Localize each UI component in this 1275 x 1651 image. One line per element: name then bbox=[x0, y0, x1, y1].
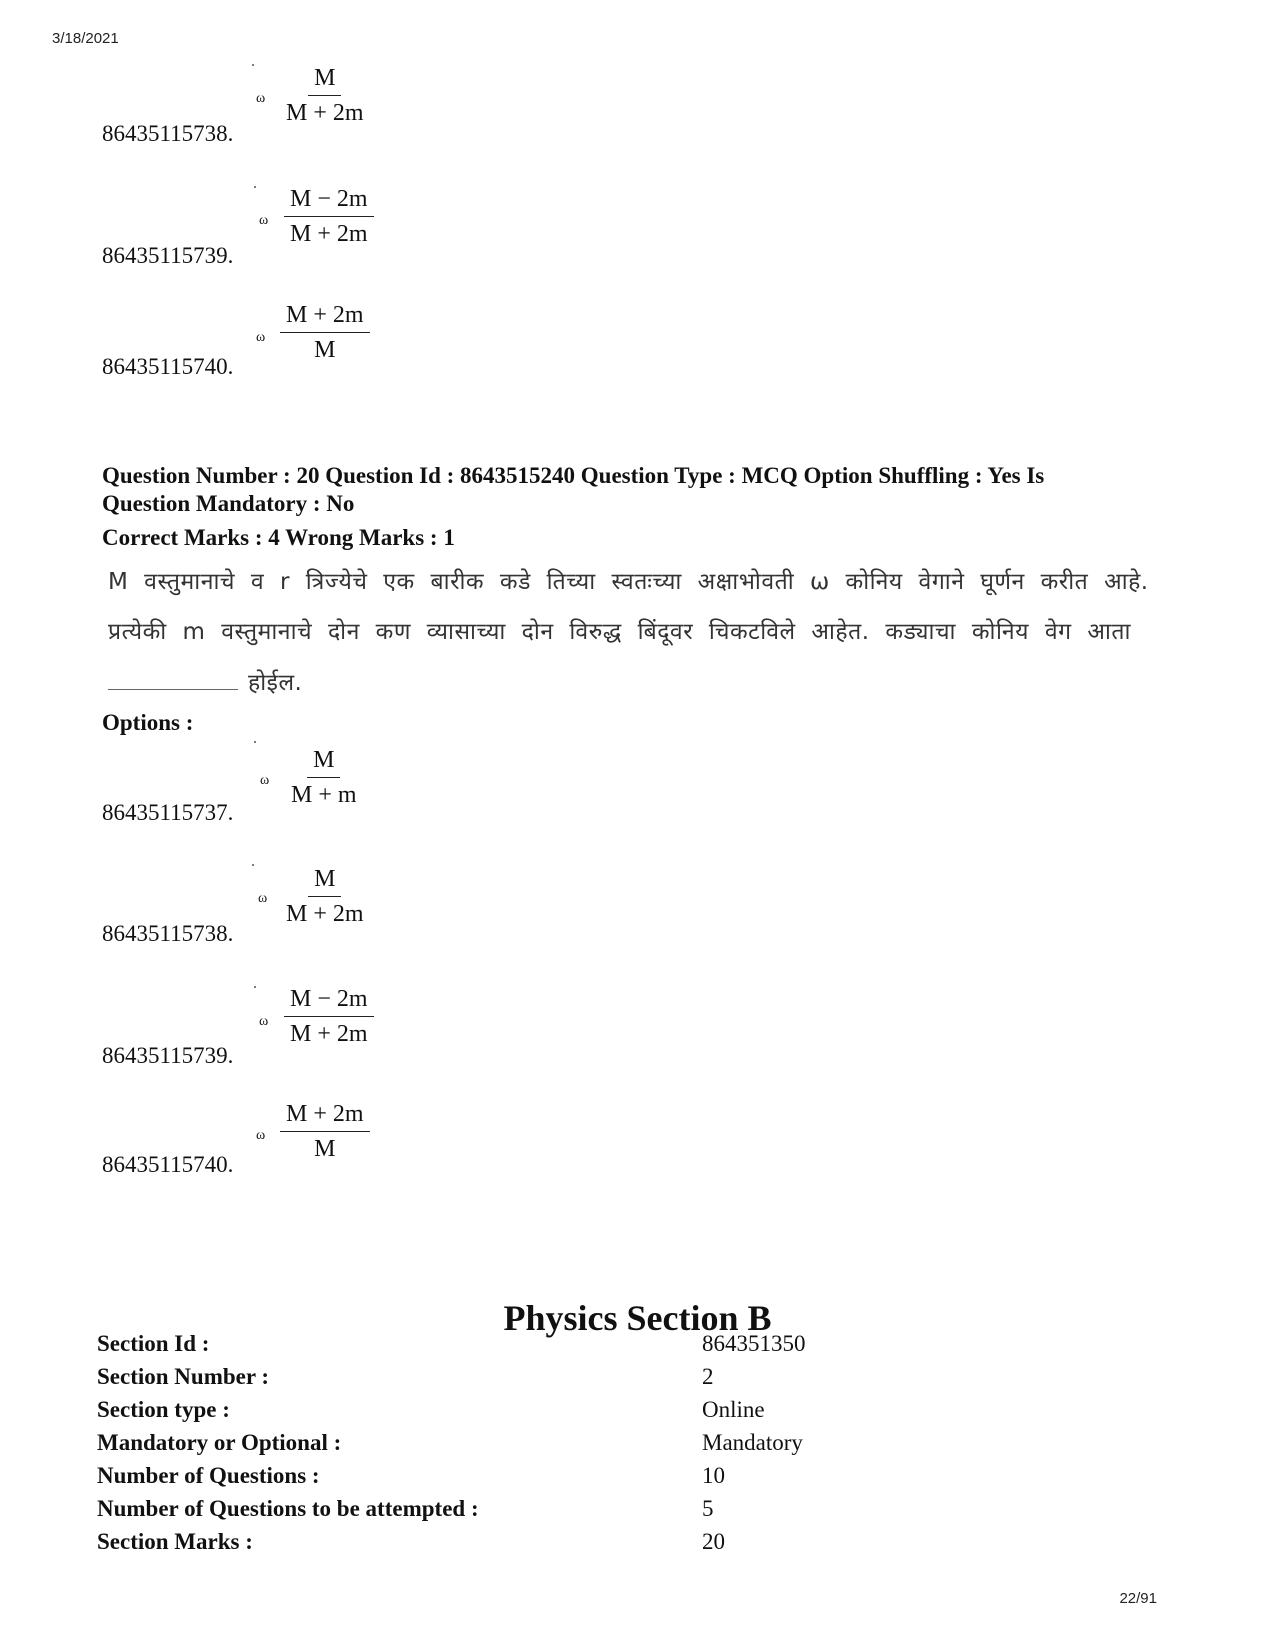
option-id: 86435115740. bbox=[102, 354, 234, 379]
section-label: Mandatory or Optional : bbox=[97, 1430, 342, 1455]
section-label: Number of Questions : bbox=[97, 1463, 320, 1488]
question-text-line-3 bbox=[108, 668, 1198, 698]
answer-blank bbox=[108, 689, 238, 690]
option-id: 86435115737. bbox=[102, 800, 234, 825]
section-value: 5 bbox=[702, 1496, 714, 1521]
omega-symbol: ω bbox=[259, 1014, 269, 1029]
section-label: Section Number : bbox=[97, 1364, 270, 1389]
omega-symbol: ω bbox=[256, 91, 266, 106]
fraction-numerator: M bbox=[308, 64, 341, 96]
fraction-numerator: M − 2m bbox=[284, 185, 374, 217]
question-meta-line-1: Question Number : 20 Question Id : 8643515240 Question Type : MCQ Option Shuffling : Yes Is bbox=[102, 463, 1045, 488]
omega-symbol: ω bbox=[256, 1128, 266, 1143]
option-id: 86435115738. bbox=[102, 921, 234, 946]
stray-dot bbox=[252, 64, 254, 66]
options-label: Options : bbox=[102, 710, 194, 735]
omega-symbol: ω bbox=[259, 213, 269, 228]
omega-symbol: ω bbox=[256, 330, 266, 345]
stray-dot bbox=[254, 741, 256, 743]
fraction-denominator: M + 2m bbox=[286, 99, 364, 126]
option-fraction bbox=[280, 1100, 370, 1164]
section-value: Online bbox=[702, 1397, 765, 1422]
section-label: Section Id : bbox=[97, 1331, 210, 1356]
option-fraction bbox=[280, 301, 370, 365]
option-fraction bbox=[280, 64, 370, 128]
fraction-denominator: M bbox=[314, 1135, 336, 1162]
option-id: 86435115740. bbox=[102, 1152, 234, 1177]
section-label: Number of Questions to be attempted : bbox=[97, 1496, 479, 1521]
stray-dot bbox=[254, 986, 256, 988]
fraction-denominator: M + 2m bbox=[290, 1020, 368, 1047]
page-number: 22/91 bbox=[1119, 1590, 1157, 1607]
section-label: Section type : bbox=[97, 1397, 230, 1422]
fraction-denominator: M + m bbox=[291, 781, 357, 808]
stray-dot bbox=[252, 864, 254, 866]
option-id: 86435115738. bbox=[102, 121, 234, 146]
section-label: Section Marks : bbox=[97, 1529, 253, 1554]
option-id: 86435115739. bbox=[102, 1043, 234, 1068]
section-value: Mandatory bbox=[702, 1430, 803, 1455]
fraction-denominator: M + 2m bbox=[286, 900, 364, 927]
fraction-numerator: M + 2m bbox=[280, 1100, 370, 1132]
option-fraction bbox=[285, 746, 363, 810]
fraction-numerator: M − 2m bbox=[284, 985, 374, 1017]
print-date: 3/18/2021 bbox=[52, 30, 119, 47]
omega-symbol: ω bbox=[258, 891, 268, 906]
stray-dot bbox=[254, 186, 256, 188]
question-text-line-1: M वस्तुमानाचे व r त्रिज्येचे एक बारीक कडे तिच्या स्वतःच्या अक्षाभोवती ω कोनिय वेगाने घूर्णन करीत आहे. bbox=[108, 569, 1149, 595]
option-fraction bbox=[284, 985, 374, 1049]
question-text-end: होईल. bbox=[248, 670, 303, 696]
section-value: 864351350 bbox=[702, 1331, 806, 1356]
fraction-numerator: M bbox=[307, 746, 340, 778]
fraction-denominator: M + 2m bbox=[290, 220, 368, 247]
option-fraction bbox=[280, 865, 370, 929]
section-value: 2 bbox=[702, 1364, 714, 1389]
section-value: 10 bbox=[702, 1463, 725, 1488]
section-value: 20 bbox=[702, 1529, 725, 1554]
question-meta-line-2: Question Mandatory : No bbox=[102, 491, 355, 516]
section-title: Physics Section B bbox=[503, 1298, 772, 1338]
fraction-numerator: M bbox=[308, 865, 341, 897]
fraction-denominator: M bbox=[314, 336, 336, 363]
option-id: 86435115739. bbox=[102, 243, 234, 268]
question-marks: Correct Marks : 4 Wrong Marks : 1 bbox=[102, 525, 455, 550]
option-fraction bbox=[284, 185, 374, 249]
omega-symbol: ω bbox=[260, 773, 270, 788]
question-text-line-2: प्रत्येकी m वस्तुमानाचे दोन कण व्यासाच्या दोन विरुद्ध बिंदूवर चिकटविले आहेत. कड्याचा कोनिय वेग आता bbox=[108, 619, 1131, 645]
fraction-numerator: M + 2m bbox=[280, 301, 370, 333]
